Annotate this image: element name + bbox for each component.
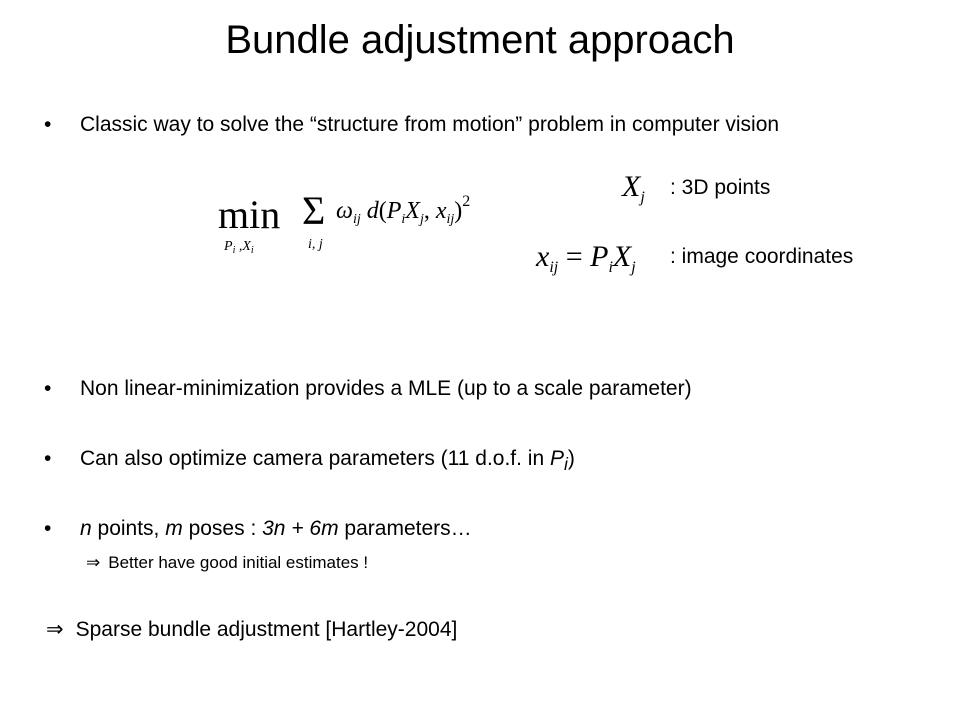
bullet-marker: •	[44, 447, 52, 470]
bullet-text: Non linear-minimization provides a MLE (up to a scale parameter)	[80, 377, 692, 400]
conclusion-text: Sparse bundle adjustment [Hartley-2004]	[75, 618, 458, 641]
var-m: m	[165, 517, 183, 540]
summand-expression: $\omega_{ij}$ $d(P_iX_j$, $x_{ij})^2$	[336, 193, 471, 227]
bullet-marker: •	[44, 377, 52, 400]
svg-text:xij = PiXj: $x_{ij} = P_iX_j$	[536, 240, 636, 276]
bullet-text-prefix: Can also optimize camera parameters (11 d.o.f. in	[80, 447, 550, 470]
camera-var-subscript: i	[564, 454, 568, 475]
min-operator: min	[218, 192, 281, 237]
bullet-marker: •	[44, 517, 52, 540]
point-variable	[620, 168, 670, 208]
sub-note-initial-estimates	[86, 551, 368, 575]
svg-text:Xj: $X_j$	[622, 170, 645, 206]
implies-arrow-icon: ⇒	[86, 553, 101, 572]
minimization-formula	[218, 186, 508, 266]
conclusion-sparse-ba	[46, 617, 457, 643]
bullet-marker: •	[44, 113, 52, 136]
projection-equation	[534, 236, 670, 280]
param-expression: 3n + 6m	[262, 517, 339, 540]
implies-arrow-icon: ⇒	[46, 618, 64, 641]
camera-var: P	[550, 447, 565, 470]
sub-note-text: Better have good initial estimates !	[108, 553, 369, 572]
bullet-text: Classic way to solve the “structure from motion” problem in computer vision	[80, 113, 780, 136]
legend-3d-points: : 3D points	[670, 176, 771, 199]
bullet-text-suffix: )	[567, 447, 575, 470]
text-points: points,	[91, 517, 166, 540]
var-n: n	[80, 517, 92, 540]
legend-image-coordinates: : image coordinates	[670, 245, 854, 268]
bullet-text	[80, 516, 472, 542]
text-parameters: parameters…	[338, 517, 472, 540]
sum-symbol: Σ	[302, 188, 326, 233]
sum-subscript: i, j	[308, 237, 323, 252]
text-poses: poses :	[182, 517, 263, 540]
min-subscript: $P_i$ $,X_i$	[224, 239, 254, 256]
slide-title: Bundle adjustment approach	[225, 18, 735, 62]
bullet-text	[80, 446, 575, 477]
